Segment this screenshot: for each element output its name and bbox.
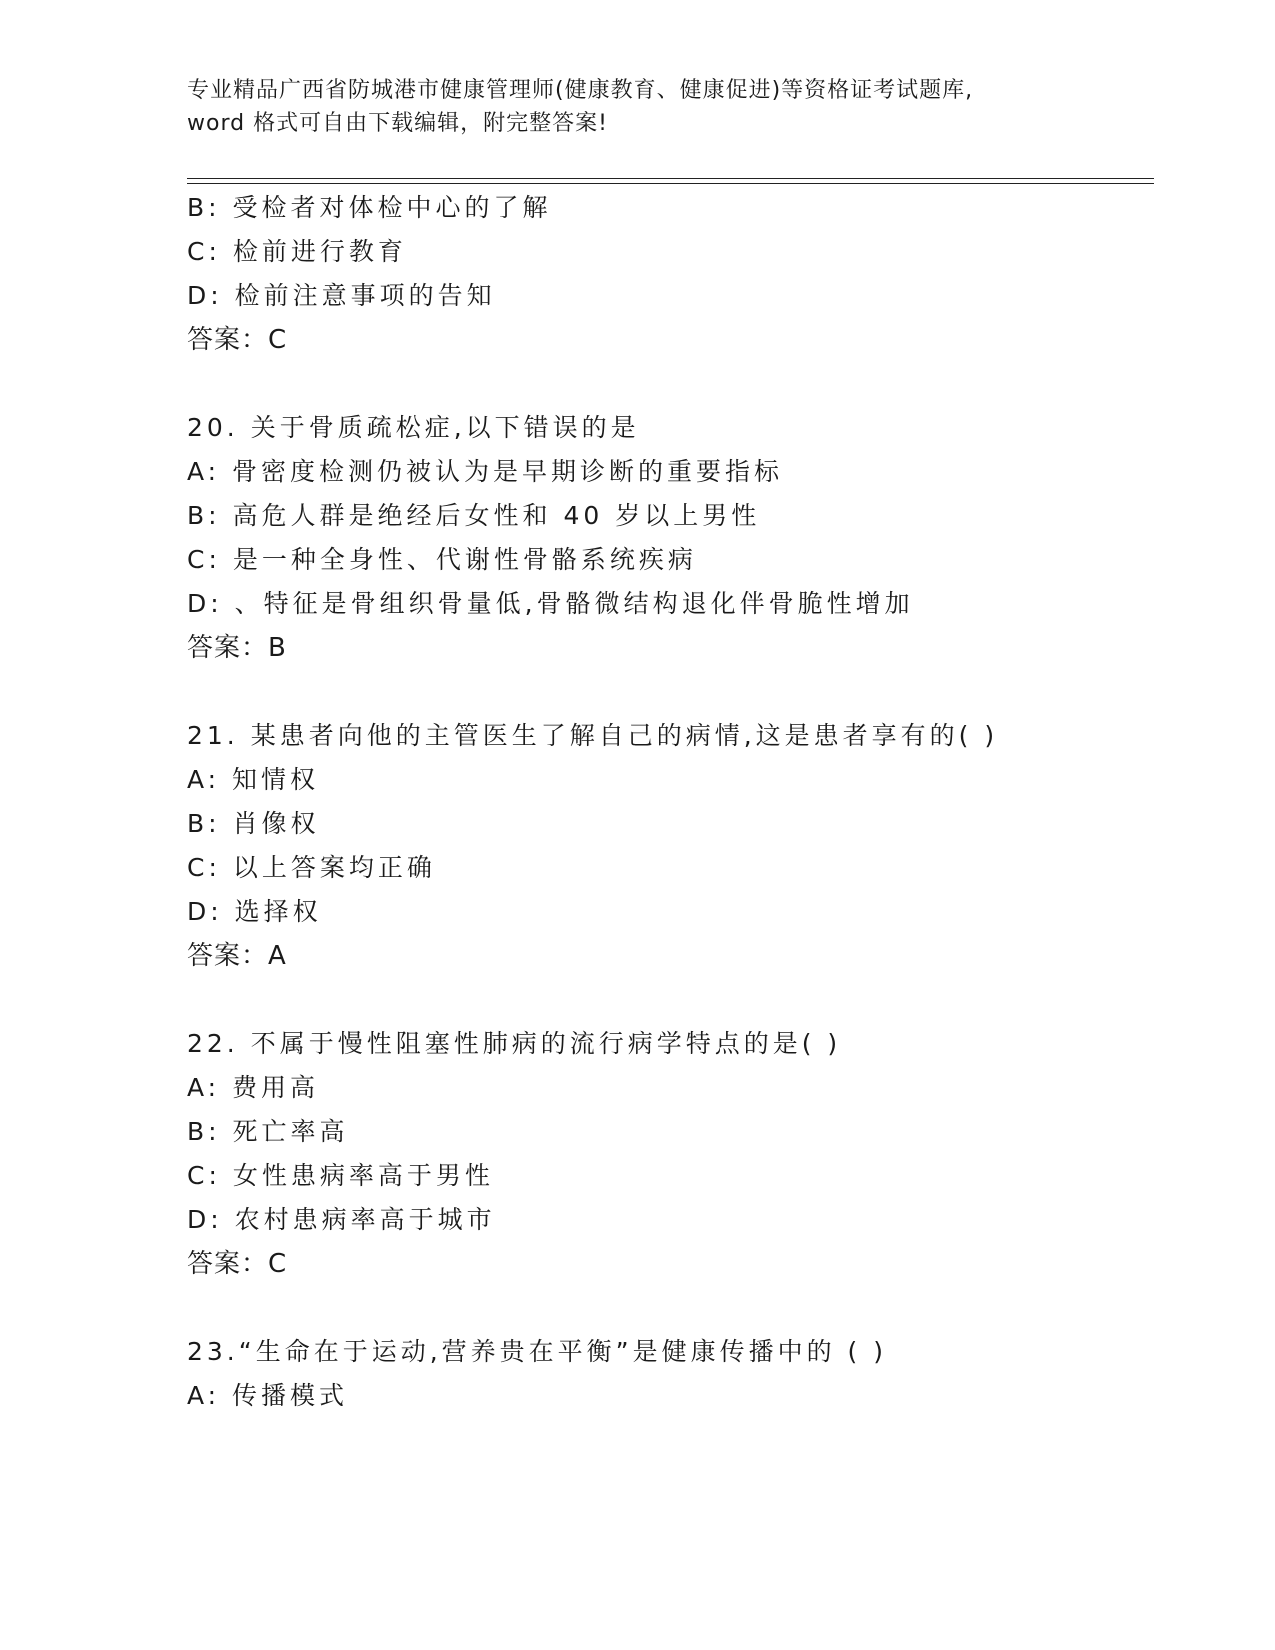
- header-title-line-1: 专业精品广西省防城港市健康管理师(健康教育、健康促进)等资格证考试题库,: [187, 78, 974, 103]
- q21-question: 21. 某患者向他的主管医生了解自己的病情,这是患者享有的( ): [187, 721, 999, 750]
- header-divider-bottom: [187, 183, 1154, 184]
- q20-option-c: C: 是一种全身性、代谢性骨骼系统疾病: [187, 545, 697, 574]
- q22-answer: 答案：C: [187, 1249, 288, 1279]
- q22-question: 22. 不属于慢性阻塞性肺病的流行病学特点的是( ): [187, 1029, 842, 1058]
- prev-option-c: C: 检前进行教育: [187, 237, 407, 266]
- prev-answer: 答案：C: [187, 325, 288, 355]
- prev-option-b: B: 受检者对体检中心的了解: [187, 193, 552, 222]
- q21-answer: 答案：A: [187, 941, 287, 971]
- q22-option-c: C: 女性患病率高于男性: [187, 1161, 494, 1190]
- q22-option-a: A: 费用高: [187, 1073, 320, 1102]
- q20-option-d: D: 、特征是骨组织骨量低,骨骼微结构退化伴骨脆性增加: [187, 589, 914, 618]
- q21-option-d: D: 选择权: [187, 897, 322, 926]
- q22-option-d: D: 农村患病率高于城市: [187, 1205, 496, 1234]
- q21-option-b: B: 肖像权: [187, 809, 320, 838]
- header-title-line-2: word 格式可自由下载编辑，附完整答案!: [187, 111, 608, 136]
- q22-option-b: B: 死亡率高: [187, 1117, 349, 1146]
- q20-option-a: A: 骨密度检测仍被认为是早期诊断的重要指标: [187, 457, 784, 486]
- q21-option-a: A: 知情权: [187, 765, 320, 794]
- header-divider-top: [187, 178, 1154, 179]
- q23-question: 23.“生命在于运动,营养贵在平衡”是健康传播中的 ( ): [187, 1337, 888, 1366]
- q23-option-a: A: 传播模式: [187, 1381, 349, 1410]
- q20-question: 20. 关于骨质疏松症,以下错误的是: [187, 413, 640, 442]
- q20-option-b: B: 高危人群是绝经后女性和 40 岁以上男性: [187, 501, 761, 530]
- q21-option-c: C: 以上答案均正确: [187, 853, 436, 882]
- prev-option-d: D: 检前注意事项的告知: [187, 281, 496, 310]
- q20-answer: 答案：B: [187, 633, 287, 663]
- document-header: [187, 74, 1087, 140]
